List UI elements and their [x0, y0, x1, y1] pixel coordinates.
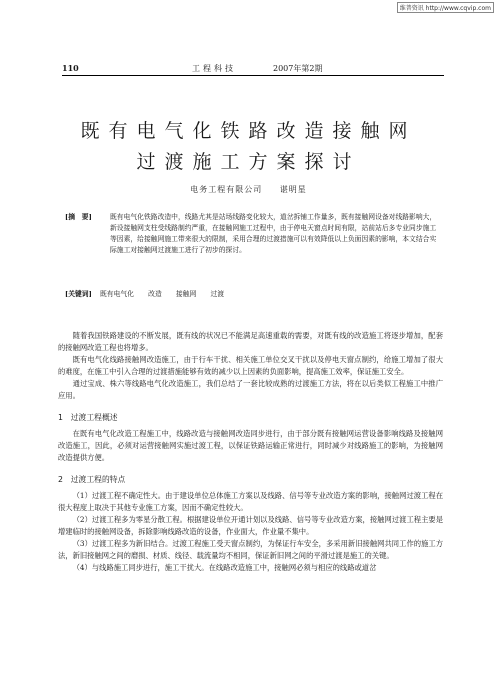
body-paragraph: （4）与线路施工同步进行，施工干扰大。在线路改造施工中，接触网必须与相应的线路或道岔	[72, 563, 377, 572]
issue-label: 2007年第2期	[273, 64, 323, 73]
body-paragraph: 通过宝成、株六等线路电气化改造施工，我们总结了一套比较成熟的过渡施工方法，将在以后类似工程施工中推广应用。	[58, 379, 443, 400]
keyword: 既有电气化	[100, 290, 134, 298]
body-paragraph: 既有电气化线路接触网改造施工，由于行车干扰、相关施工单位交叉干扰以及停电天窗点制约，给施工增加了很大的难度，在施工中引入合理的过渡措施能够有效的减少以上因素的负面影响，提高施工效率，保证施工安全。	[58, 355, 443, 376]
watermark: 维普资讯 http://www.cqvip.com	[397, 2, 494, 13]
body-paragraph: （1）过渡工程不确定性大。由于建设单位总体施工方案以及线路、信号等专业改造方案的影响，接触网过渡工程在很大程度上取决于其他专业施工方案，因而不确定性较大。	[58, 491, 443, 512]
body-paragraph: 随着我国铁路建设的不断发展，既有线的状况已不能满足高速重载的需要，对既有线的改造施工将逐步增加，配套的接触网改造工程也将增多。	[58, 331, 443, 352]
keywords	[65, 288, 443, 298]
body-text	[58, 330, 443, 574]
author-name: 谌明星	[279, 185, 307, 194]
abstract-label: [摘 要]	[65, 213, 92, 221]
abstract-text: 既有电气化铁路改造中，线路尤其是站场线路变化较大，道岔拆铺工作量多，既有接触网设备对线路影响大，新设接触网支柱受线路制约严重，在接触网施工过程中，由于停电天窗点时间有限，站前站后多专业同步施工等因素，给接触网施工带来很大的限制，采用合理的过渡措施可以有效降低以上负面因素的影响，本文结合实际施工对接触网过渡施工进行了初步的探讨。	[110, 213, 437, 254]
title-line-1: 既有电气化铁路改造接触网	[80, 120, 417, 142]
section-heading: 1 过渡工程概述	[58, 413, 118, 422]
journal-name: 工程科技	[192, 64, 236, 73]
section-heading: 2 过渡工程的特点	[58, 475, 126, 484]
keyword: 接触网	[175, 290, 197, 298]
body-paragraph: （2）过渡工程多为零星分散工程。根据建设单位开通计划以及线路、信号等专业改造方案，接触网过渡工程主要是增建临时的接触网设备，拆除影响线路改造的设备，作业面大，作业量不集中。	[58, 515, 443, 536]
page-number: 110	[62, 63, 79, 73]
title-line-2: 过渡施工方案探讨	[136, 151, 361, 173]
running-header	[62, 63, 444, 76]
keywords-label: [关键词]	[65, 290, 92, 298]
body-paragraph: （3）过渡工程多为新旧结合。过渡工程施工受天窗点制约，为保证行车安全，多采用新旧接触网共同工作的施工方法，新旧接触网之间的磨损、材质、线径、载流量均不相同，保证新旧网之间的平滑过渡是施工的关键。	[58, 539, 443, 560]
abstract	[65, 212, 443, 256]
keyword: 改造	[148, 290, 162, 298]
author-line	[0, 184, 497, 195]
keyword: 过渡	[210, 290, 225, 298]
body-paragraph: 在既有电气化改造工程施工中，线路改造与接触网改造同步进行，由于部分既有接触网运营设备影响线路及接触网改造施工，因此，必须对运营接触网实施过渡工程，以保证铁路运输正常进行，同时减少对线路施工的影响，为接触网改造提供方便。	[58, 429, 443, 462]
author-organization: 电务工程有限公司	[190, 185, 263, 194]
